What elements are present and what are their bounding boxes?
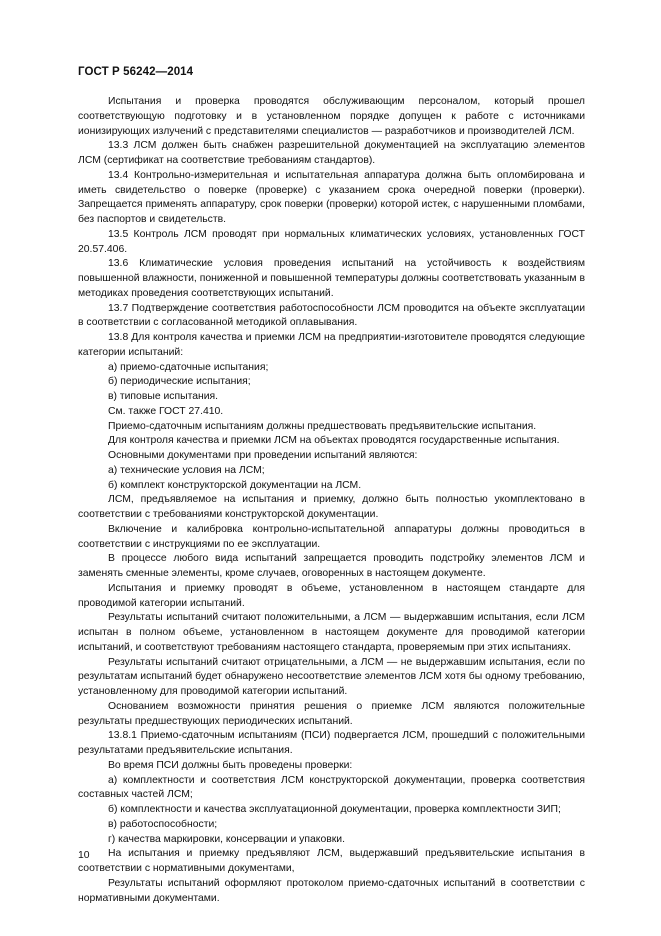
paragraph: Результаты испытаний считают отрицательными, а ЛСМ — не выдержавшим испытания, если по результатам испытаний будет обнаружено несоответствие элементов ЛСМ хотя бы одному требованию, установленному для проводимой категории испытаний.: [78, 656, 585, 697]
page-number: 10: [78, 850, 90, 861]
list-item: в) работоспособности;: [108, 818, 218, 830]
paragraph: Испытания и проверка проводятся обслуживающим персоналом, который прошел соответствующую подготовку и в установленном порядке допущен к работе с источниками ионизирующих излучений с представителями специалистов — разработчиков и производителей ЛСМ.: [78, 96, 585, 137]
document-body: [78, 95, 585, 906]
list-item: г) качества маркировки, консервации и упаковки.: [108, 833, 345, 845]
paragraph: Приемо-сдаточным испытаниям должны предшествовать предъявительские испытания.: [108, 420, 537, 432]
list-item: б) периодические испытания;: [108, 376, 251, 388]
paragraph-13-7: 13.7 Подтверждение соответствия работоспособности ЛСМ проводится на объекте эксплуатации в соответствии с согласованной методикой оплавывания.: [78, 302, 585, 329]
paragraph: Испытания и приемку проводят в объеме, установленном в настоящем стандарте для проводимой категории испытаний.: [78, 582, 585, 609]
paragraph: Результаты испытаний оформляют протоколом приемо-сдаточных испытаний в соответствии с нормативными документами.: [78, 877, 585, 904]
reference-note: См. также ГОСТ 27.410.: [108, 405, 224, 417]
paragraph: На испытания и приемку предъявляют ЛСМ, выдержавший предъявительские испытания в соответствии с нормативными документами,: [78, 848, 585, 874]
paragraph-13-4: 13.4 Контрольно-измерительная и испытательная аппаратура должна быть опломбирована и иметь свидетельство о поверке (проверке) с указанием срока очередной поверки (проверки). Запрещается применять аппаратуру, срок поверки (проверки) которой истек, с нарушенными пломбами, без паспортов и свидетельств.: [78, 169, 585, 225]
paragraph: Во время ПСИ должны быть проведены проверки:: [108, 759, 353, 771]
paragraph-13-8-1: 13.8.1 Приемо-сдаточным испытаниям (ПСИ) подвергается ЛСМ, прошедший с положительными результатами предъявительские испытания.: [78, 730, 585, 756]
paragraph: Основанием возможности принятия решения о приемке ЛСМ являются положительные результаты предшествующих периодических испытаний.: [78, 700, 585, 727]
paragraph-13-5: 13.5 Контроль ЛСМ проводят при нормальных климатических условиях, установленных ГОСТ 20.57.406.: [78, 228, 585, 255]
document-header: ГОСТ Р 56242—2014: [78, 66, 194, 78]
paragraph-13-3: 13.3 ЛСМ должен быть снабжен разрешительной документацией на эксплуатацию элементов ЛСМ (сертификат на соответствие требованиям стандартов).: [78, 140, 585, 166]
list-item: а) приемо-сдаточные испытания;: [108, 361, 269, 373]
list-item: в) типовые испытания.: [108, 391, 219, 402]
paragraph: ЛСМ, предъявляемое на испытания и приемку, должно быть полностью укомплектовано в соответствии с требованиями конструкторской документации.: [78, 494, 585, 520]
paragraph: Включение и калибровка контрольно-испытательной аппаратуры должны проводиться в соответствии с инструкциями по ее эксплуатации.: [78, 523, 585, 550]
paragraph-13-8: 13.8 Для контроля качества и приемки ЛСМ на предприятии-изготовителе проводятся следующие категории испытаний:: [78, 332, 585, 358]
list-item: б) комплектности и качества эксплуатационной документации, проверка комплектности ЗИП;: [108, 804, 561, 815]
paragraph: В процессе любого вида испытаний запрещается проводить подстройку элементов ЛСМ и заменять сменные элементы, кроме случаев, оговоренных в настоящем документе.: [78, 553, 585, 579]
paragraph: Основными документами при проведении испытаний являются:: [108, 450, 418, 461]
list-item: б) комплект конструкторской документации на ЛСМ.: [108, 479, 362, 491]
paragraph-13-6: 13.6 Климатические условия проведения испытаний на устойчивость к воздействиям повышенной влажности, пониженной и повышенной температуры должны соответствовать указанным в методиках проведения соответствующих испытаний.: [78, 258, 585, 299]
list-item: а) технические условия на ЛСМ;: [108, 464, 265, 476]
paragraph: Результаты испытаний считают положительными, а ЛСМ — выдержавшим испытания, если ЛСМ испытан в полном объеме, установленном в настоящем документе для проводимой категории испытаний, и соответствуют требованиям настоящего стандарта, проверяемым при этих испытаниях.: [78, 612, 585, 653]
list-item: а) комплектности и соответствия ЛСМ конструкторской документации, проверка соответствия составных частей ЛСМ;: [78, 774, 585, 801]
paragraph: Для контроля качества и приемки ЛСМ на объектах проводятся государственные испытания.: [108, 435, 560, 447]
